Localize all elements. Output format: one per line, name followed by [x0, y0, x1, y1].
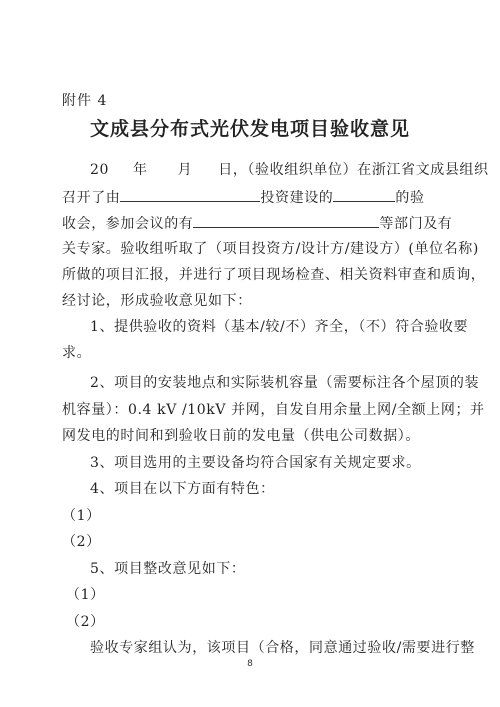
sub-item: （2） [66, 614, 105, 630]
document-title: 文成县分布式光伏发电项目验收意见 [89, 118, 410, 140]
line-text: 召开了由 [62, 190, 121, 206]
item-5: 5、项目整改意见如下： [90, 561, 246, 577]
year-prefix: 20 [90, 162, 110, 178]
day-and-organizer-text: 日，（验收组织单位）在浙江省文成县组织 [218, 162, 489, 178]
investor-line [62, 188, 457, 206]
item-1: 1、提供验收的资料（基本/较/不）齐全，（不）符合验收要 [90, 319, 469, 335]
month-char: 月 [177, 162, 193, 178]
investor-blank [120, 188, 260, 202]
body-line: 关专家。验收组听取了（项目投资方/设计方/建设方）(单位名称) [62, 241, 479, 257]
body-line: 经讨论，形成验收意见如下： [62, 293, 252, 309]
line-text: 收会，参加会议的有 [62, 216, 194, 232]
item-2: 2、项目的安装地点和实际装机容量（需要标注各个屋顶的装 [90, 375, 480, 391]
item-4: 4、项目在以下方面有特色： [90, 481, 275, 497]
sub-item: （2） [62, 534, 101, 550]
attendees-line [62, 214, 457, 232]
line-text: 的验 [395, 190, 425, 206]
item-3: 3、项目选用的主要设备均符合国家有关规定要求。 [90, 455, 421, 471]
body-line: 所做的项目汇报，并进行了项目现场检查、相关资料审查和质询， [62, 267, 486, 283]
annex-label: 附件 4 [62, 93, 108, 109]
sub-item: （1） [66, 587, 105, 603]
body-line: 求。 [62, 345, 92, 361]
attendees-blank [193, 214, 379, 228]
conclusion-line: 验收专家组认为，该项目（合格，同意通过验收/需要进行整 [90, 640, 475, 656]
sub-item: （1） [62, 508, 101, 524]
body-line: 网发电的时间和到验收日前的发电量（供电公司数据）。 [62, 428, 420, 444]
line-text: 投资建设的 [260, 190, 334, 206]
page-number: 8 [247, 659, 253, 669]
body-line: 机容量）：0.4 kV /10kV 并网，自发自用余量上网/全额上网；并 [62, 402, 485, 418]
line-text: 等部门及有 [379, 216, 453, 232]
opening-line [90, 161, 489, 179]
year-char: 年 [133, 162, 148, 178]
project-blank [333, 188, 395, 202]
